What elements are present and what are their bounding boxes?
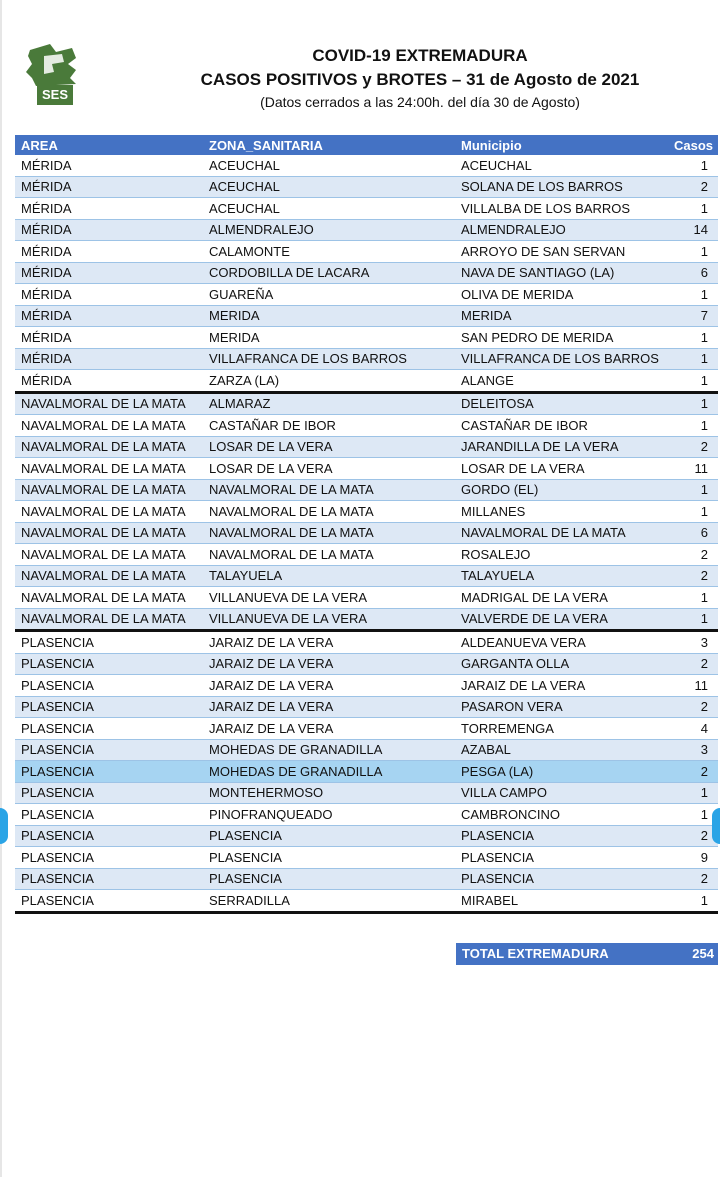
ses-logo [24,42,84,106]
cell-municipio: AZABAL [455,739,668,761]
cell-casos: 2 [668,653,718,675]
cell-municipio: TORREMENGA [455,718,668,740]
cell-zona: ACEUCHAL [203,176,455,198]
cell-casos: 2 [668,696,718,718]
cell-area: MÉRIDA [15,176,203,198]
cell-casos: 2 [668,868,718,890]
cell-zona: NAVALMORAL DE LA MATA [203,501,455,523]
cell-municipio: ALMENDRALEJO [455,219,668,241]
table-row [15,305,718,327]
cell-municipio: OLIVA DE MERIDA [455,284,668,306]
cell-zona: JARAIZ DE LA VERA [203,675,455,697]
table-row [15,825,718,847]
column-header-area: AREA [15,135,203,155]
cell-municipio: SAN PEDRO DE MERIDA [455,327,668,349]
table-row [15,348,718,370]
cell-casos: 9 [668,847,718,869]
cell-area: MÉRIDA [15,348,203,370]
table-row [15,544,718,566]
cell-municipio: CAMBRONCINO [455,804,668,826]
cell-zona: JARAIZ DE LA VERA [203,653,455,675]
cell-zona: SERRADILLA [203,890,455,913]
cell-municipio: GARGANTA OLLA [455,653,668,675]
cell-area: PLASENCIA [15,675,203,697]
cell-casos: 1 [668,587,718,609]
table-row [15,327,718,349]
cell-zona: MOHEDAS DE GRANADILLA [203,739,455,761]
cell-casos: 1 [668,370,718,393]
cell-area: NAVALMORAL DE LA MATA [15,608,203,631]
table-row [15,522,718,544]
cell-casos: 1 [668,348,718,370]
cell-casos: 1 [668,782,718,804]
cell-zona: PINOFRANQUEADO [203,804,455,826]
total-label: TOTAL EXTREMADURA [462,946,609,961]
cell-casos: 6 [668,522,718,544]
cell-area: PLASENCIA [15,847,203,869]
cell-area: NAVALMORAL DE LA MATA [15,501,203,523]
data-note: (Datos cerrados a las 24:00h. del día 30 de Agosto) [260,94,580,110]
cell-area: NAVALMORAL DE LA MATA [15,522,203,544]
column-header-zona: ZONA_SANITARIA [203,135,455,155]
table-row [15,176,718,198]
cell-casos: 1 [668,327,718,349]
table-row [15,631,718,654]
cell-casos: 14 [668,219,718,241]
cell-area: NAVALMORAL DE LA MATA [15,565,203,587]
cell-municipio: ARROYO DE SAN SERVAN [455,241,668,263]
cell-municipio: PLASENCIA [455,847,668,869]
cell-municipio: VALVERDE DE LA VERA [455,608,668,631]
cell-area: MÉRIDA [15,370,203,393]
cell-zona: ALMARAZ [203,392,455,415]
cell-municipio: ACEUCHAL [455,155,668,176]
cell-casos: 11 [668,675,718,697]
cell-zona: VILLANUEVA DE LA VERA [203,587,455,609]
table-row [15,436,718,458]
cell-casos: 1 [668,415,718,437]
table-row [15,392,718,415]
cell-zona: MONTEHERMOSO [203,782,455,804]
table-row [15,219,718,241]
cell-area: PLASENCIA [15,804,203,826]
cell-municipio: MERIDA [455,305,668,327]
cell-area: PLASENCIA [15,653,203,675]
cell-area: MÉRIDA [15,284,203,306]
cell-zona: ZARZA (LA) [203,370,455,393]
cell-municipio: MILLANES [455,501,668,523]
cell-zona: GUAREÑA [203,284,455,306]
table-row [15,761,718,783]
cell-municipio: SOLANA DE LOS BARROS [455,176,668,198]
table-row [15,241,718,263]
cases-table [15,135,718,914]
selection-handle-end[interactable] [712,808,720,844]
page-title: COVID-19 EXTREMADURA [312,46,528,65]
cell-casos: 7 [668,305,718,327]
page-subtitle: CASOS POSITIVOS y BROTES – 31 de Agosto de 2021 [200,70,640,89]
cell-zona: NAVALMORAL DE LA MATA [203,522,455,544]
table-row [15,868,718,890]
table-row [15,198,718,220]
cell-zona: ALMENDRALEJO [203,219,455,241]
cell-zona: MOHEDAS DE GRANADILLA [203,761,455,783]
cell-municipio: PASARON VERA [455,696,668,718]
cell-casos: 3 [668,631,718,654]
cell-casos: 2 [668,761,718,783]
cell-zona: NAVALMORAL DE LA MATA [203,479,455,501]
cell-area: NAVALMORAL DE LA MATA [15,415,203,437]
cell-zona: MERIDA [203,327,455,349]
table-row [15,739,718,761]
cell-municipio: NAVALMORAL DE LA MATA [455,522,668,544]
cell-municipio: NAVA DE SANTIAGO (LA) [455,262,668,284]
cell-area: PLASENCIA [15,739,203,761]
cell-casos: 2 [668,436,718,458]
cell-casos: 1 [668,284,718,306]
table-row [15,804,718,826]
cell-municipio: MIRABEL [455,890,668,913]
table-row [15,696,718,718]
cell-municipio: VILLALBA DE LOS BARROS [455,198,668,220]
cell-casos: 1 [668,155,718,176]
table-row [15,587,718,609]
cell-area: PLASENCIA [15,825,203,847]
cell-municipio: PESGA (LA) [455,761,668,783]
cell-casos: 1 [668,241,718,263]
cell-casos: 2 [668,176,718,198]
table-row [15,415,718,437]
cell-municipio: PLASENCIA [455,868,668,890]
cell-area: MÉRIDA [15,155,203,176]
cell-zona: CALAMONTE [203,241,455,263]
table-row [15,370,718,393]
cell-zona: NAVALMORAL DE LA MATA [203,544,455,566]
table-row [15,782,718,804]
cell-casos: 1 [668,890,718,913]
cell-zona: TALAYUELA [203,565,455,587]
table-row [15,890,718,913]
cell-casos: 6 [668,262,718,284]
cell-zona: ACEUCHAL [203,155,455,176]
cell-municipio: PLASENCIA [455,825,668,847]
cell-zona: CASTAÑAR DE IBOR [203,415,455,437]
cell-municipio: ROSALEJO [455,544,668,566]
cell-area: MÉRIDA [15,262,203,284]
total-value: 254 [692,946,714,961]
cell-area: MÉRIDA [15,327,203,349]
cell-area: PLASENCIA [15,890,203,913]
table-row [15,565,718,587]
table-row [15,675,718,697]
cell-zona: ACEUCHAL [203,198,455,220]
column-header-casos: Casos [668,135,718,155]
cell-area: PLASENCIA [15,718,203,740]
table-row [15,479,718,501]
selection-handle-start[interactable] [0,808,8,844]
logo-text: SES [41,87,68,102]
cell-casos: 1 [668,198,718,220]
cell-area: NAVALMORAL DE LA MATA [15,392,203,415]
table-row [15,262,718,284]
cell-municipio: TALAYUELA [455,565,668,587]
cell-area: MÉRIDA [15,305,203,327]
cell-municipio: ALDEANUEVA VERA [455,631,668,654]
cell-zona: PLASENCIA [203,847,455,869]
table-row [15,718,718,740]
table-row [15,284,718,306]
cell-zona: JARAIZ DE LA VERA [203,696,455,718]
cell-casos: 2 [668,825,718,847]
table-header-row [15,135,718,155]
cell-area: PLASENCIA [15,696,203,718]
table-row [15,608,718,631]
cell-municipio: JARANDILLA DE LA VERA [455,436,668,458]
cell-municipio: MADRIGAL DE LA VERA [455,587,668,609]
cell-municipio: CASTAÑAR DE IBOR [455,415,668,437]
cell-municipio: ALANGE [455,370,668,393]
cell-area: NAVALMORAL DE LA MATA [15,458,203,480]
cell-zona: JARAIZ DE LA VERA [203,718,455,740]
cell-zona: LOSAR DE LA VERA [203,458,455,480]
cell-municipio: DELEITOSA [455,392,668,415]
cell-zona: VILLANUEVA DE LA VERA [203,608,455,631]
cell-area: PLASENCIA [15,868,203,890]
cell-zona: PLASENCIA [203,868,455,890]
table-row [15,653,718,675]
cell-area: NAVALMORAL DE LA MATA [15,587,203,609]
cell-zona: LOSAR DE LA VERA [203,436,455,458]
cell-casos: 1 [668,608,718,631]
cell-area: NAVALMORAL DE LA MATA [15,436,203,458]
cell-casos: 2 [668,544,718,566]
cell-area: MÉRIDA [15,198,203,220]
cell-casos: 1 [668,804,718,826]
cell-area: MÉRIDA [15,241,203,263]
cell-municipio: JARAIZ DE LA VERA [455,675,668,697]
cell-municipio: VILLAFRANCA DE LOS BARROS [455,348,668,370]
cell-casos: 1 [668,392,718,415]
cell-area: NAVALMORAL DE LA MATA [15,544,203,566]
table-body [15,155,718,912]
table-row [15,847,718,869]
cell-municipio: LOSAR DE LA VERA [455,458,668,480]
table-row [15,501,718,523]
table-row [15,155,718,176]
cell-zona: MERIDA [203,305,455,327]
cell-area: PLASENCIA [15,631,203,654]
cell-casos: 1 [668,479,718,501]
cell-zona: PLASENCIA [203,825,455,847]
total-row [456,943,718,965]
cell-zona: JARAIZ DE LA VERA [203,631,455,654]
cell-casos: 1 [668,501,718,523]
cell-casos: 11 [668,458,718,480]
cell-municipio: VILLA CAMPO [455,782,668,804]
cell-area: PLASENCIA [15,782,203,804]
cell-area: NAVALMORAL DE LA MATA [15,479,203,501]
cell-area: PLASENCIA [15,761,203,783]
column-header-municipio: Municipio [455,135,668,155]
cell-casos: 3 [668,739,718,761]
cell-zona: VILLAFRANCA DE LOS BARROS [203,348,455,370]
table-row [15,458,718,480]
cell-casos: 2 [668,565,718,587]
cell-zona: CORDOBILLA DE LACARA [203,262,455,284]
cell-area: MÉRIDA [15,219,203,241]
cell-municipio: GORDO (EL) [455,479,668,501]
page-edge [0,0,2,1177]
cell-casos: 4 [668,718,718,740]
